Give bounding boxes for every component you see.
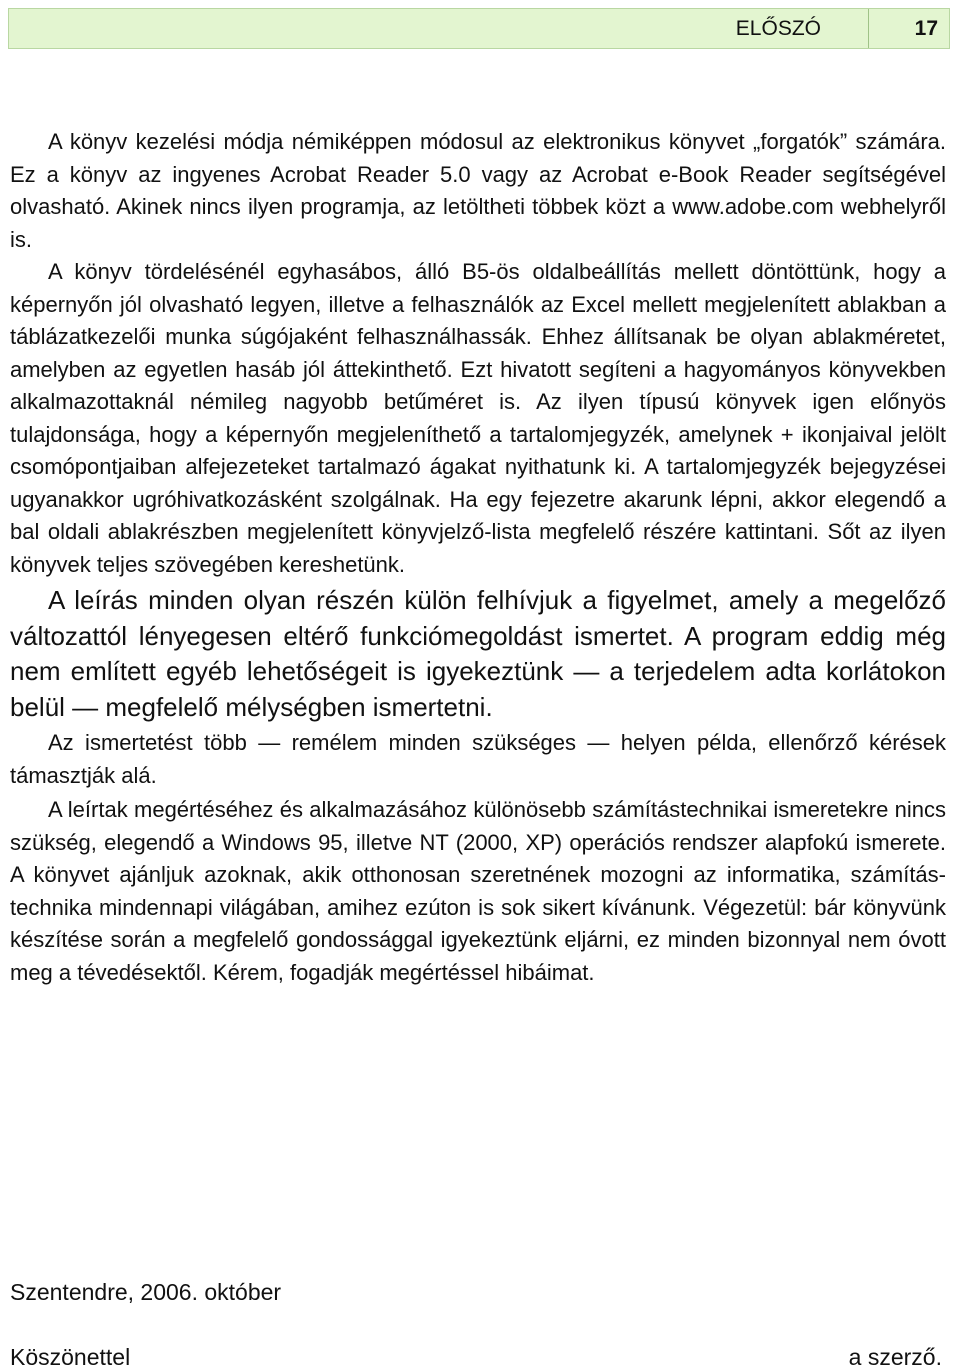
place-date: Szentendre, 2006. október — [10, 1279, 282, 1305]
page-header — [8, 8, 950, 49]
paragraph-highlights: A leírás minden olyan részén külön felhívjuk a figyelmet, amely a megelőző változattól lényegesen eltérő funkciómegoldást ismertet. A program eddig még nem említett egyéb lehetőségeit is igyekeztünk — a terjedelem adta korlátokon belül — megfelelő mélységben ismertetni. — [10, 585, 946, 722]
paragraph-examples: Az ismertetést több — remélem minden szükséges — helyen példa, ellenőrző kérések támasztják alá. — [10, 730, 946, 788]
author-signoff: a szerző. — [848, 1344, 942, 1370]
body-text — [10, 126, 946, 989]
paragraph-prerequisites: A leírtak megértéséhez és alkalmazásához különösebb számítástechnikai ismeretekre nincs szükség, elegendő a Windows 95, illetve NT (2000, XP) operációs rendszer alapfokú ismerete. A könyvet ajánljuk azoknak, akik otthonosan szeretnének mozogni az informatika, számítástechnika mindennapi világában, amihez ezúton is sok sikert kívánunk. Végezetül: bár könyvünk készítése során a megfelelő gondossággal igyekeztünk eljárni, ez minden bizonnyal nem óvott meg a tévedésektől. Kérem, fogadják megértéssel hibáimat. — [10, 797, 946, 985]
header-divider — [868, 9, 869, 48]
page-number: 17 — [914, 17, 938, 40]
closing-thanks: Köszönettel — [10, 1344, 131, 1370]
paragraph-reading-info: A könyv kezelési módja némiképpen módosul az elektronikus könyvet „forgatók” számára. Ez a könyv az ingyenes Acrobat Reader 5.0 vagy az Acrobat e-Book Reader segítségével olvasható. Akinek nincs ilyen programja, az letöltheti többek közt a www.adobe.com webhelyről is. — [10, 129, 946, 252]
chapter-title: ELŐSZÓ — [735, 17, 821, 40]
paragraph-layout-info: A könyv tördelésénél egyhasábos, álló B5-ös oldalbeállítás mellett döntöttünk, hogy a képernyőn jól olvasható legyen, illetve a felhasználók az Excel mellett megjelenített ablakban a táblázatkezelői munka súgójaként felhasználhassák. Ehhez állítsanak be olyan ablakméretet, amelyben az egyetlen hasáb jól áttekinthető. Ezt hivatott segíteni a hagyományos könyvekben alkalmazottaknál némileg nagyobb betűméret is. Az ilyen típusú könyvek igen előnyös tulajdonsága, hogy a képernyőn megjeleníthető a tartalomjegyzék, amelynek + ikonjaival jelölt csomópontjaiban alfejezeteket tartalmazó ágakat nyithatunk ki. A tartalomjegyzék bejegyzései ugyanakkor ugróhivatkozásként szolgálnak. Ha egy fejezetre akarunk lépni, akkor elegendő a bal oldali ablakrészben megjelenített könyvjelző-lista megfelelő részére kattintani. Sőt az ilyen könyvek teljes szövegében kereshetünk. — [10, 259, 946, 577]
